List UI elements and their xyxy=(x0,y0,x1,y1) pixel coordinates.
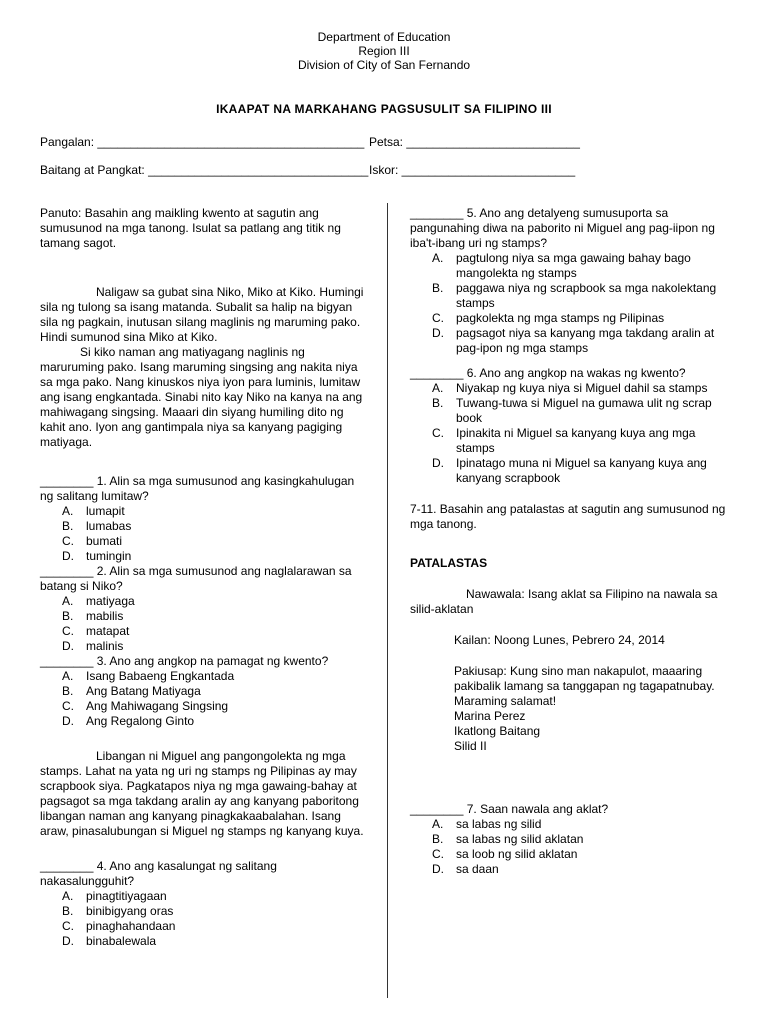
choice-item[interactable]: D. sa daan xyxy=(432,862,499,876)
choice-item[interactable]: B. mabilis xyxy=(62,609,124,623)
when-label: Kailan: xyxy=(454,633,491,647)
question-3-choices xyxy=(40,669,366,729)
question-1: ________ 1. Alin sa mga sumusunod ang kasingkahulugan ng salitang lumitaw? xyxy=(40,474,355,503)
column-divider xyxy=(387,203,388,998)
question-6: ________ 6. Ano ang angkop na wakas ng kwento? xyxy=(410,366,686,380)
department-name: Department of Education xyxy=(317,30,451,44)
choice-item[interactable]: C. Ang Mahiwagang Singsing xyxy=(62,699,229,713)
question-6-choices xyxy=(410,381,736,486)
when-value: Noong Lunes, Pebrero 24, 2014 xyxy=(494,633,665,647)
lost-notice: Nawawala: Isang aklat sa Filipino na nawala sa silid-aklatan xyxy=(410,587,718,616)
request-text: Pakiusap: Kung sino man nakapulot, maaaring pakibalik lamang sa tanggapan ng tagapatnubay. xyxy=(454,664,715,693)
choice-item[interactable]: D. Ipinatago muna ni Miguel sa kanyang kuya ang kanyang scrapbook xyxy=(432,456,707,485)
grade-section-field[interactable]: Baitang at Pangkat: _________________________________ xyxy=(40,163,369,177)
choice-item[interactable]: B. paggawa niya ng scrapbook sa mga nakolektang stamps xyxy=(432,281,717,310)
score-field[interactable]: Iskor: __________________________ xyxy=(369,163,576,177)
question-7-choices xyxy=(410,817,736,877)
choice-item[interactable]: D. tumingin xyxy=(62,549,132,563)
story1-paragraph2: Si kiko naman ang matiyagang naglinis ng maruruming pako. Isang maruming singsing ang nakita niya sa mga pako. Nang kinuskos niya iyon para luminis, lumitaw ang isang engkantada. Sinabi nito kay Niko na kanya na ang mahiwagang singsing. Maaari din siyang humiling dito ng kahit ano. Iyon ang gantimpala niya sa kanyang pagiging matiyaga. xyxy=(40,345,363,449)
choice-item[interactable]: B. binibigyang oras xyxy=(62,904,174,918)
question-4-choices xyxy=(40,889,366,949)
question-1-choices xyxy=(40,504,366,564)
choice-item[interactable]: A. Niyakap ng kuya niya si Miguel dahil sa stamps xyxy=(432,381,708,395)
choice-item[interactable]: C. sa loob ng silid aklatan xyxy=(432,847,578,861)
choice-item[interactable]: D. pagsagot niya sa kanyang mga takdang aralin at pag-ipon ng mga stamps xyxy=(432,326,715,355)
choice-item[interactable]: C. pagkolekta ng mga stamps ng Pilipinas xyxy=(432,311,665,325)
choice-item[interactable]: A. pagtulong niya sa mga gawaing bahay bago mangolekta ng stamps xyxy=(432,251,691,280)
instructions: Panuto: Basahin ang maikling kwento at sagutin ang sumusunod na mga tanong. Isulat sa patlang ang titik ng tamang sagot. xyxy=(40,206,341,250)
question-7: ________ 7. Saan nawala ang aklat? xyxy=(410,802,609,816)
story2-paragraph: Libangan ni Miguel ang pangongolekta ng mga stamps. Lahat na yata ng uri ng stamps ng Pilipinas ay may scrapbook siya. Pagkatapos niya ng mga gawaing-bahay at pagsagot sa mga takdang aralin ay ang kanyang paboritong libangan naman ang kanyang pinagkakaabalahan. Isang araw, pinasalubungan si Miguel ng stamps ng kanyang kuya. xyxy=(40,749,364,838)
left-column xyxy=(40,206,366,949)
question-2-choices xyxy=(40,594,366,654)
question-2: ________ 2. Alin sa mga sumusunod ang naglalarawan sa batang si Niko? xyxy=(40,564,352,593)
question-5-choices xyxy=(410,251,736,356)
instructions-7-11: 7-11. Basahin ang patalastas at sagutin ang sumusunod ng mga tanong. xyxy=(410,502,726,531)
choice-item[interactable]: B. Tuwang-tuwa si Miguel na gumawa ulit ng scrap book xyxy=(432,396,712,425)
region-name: Region III xyxy=(358,44,410,58)
question-5: ________ 5. Ano ang detalyeng sumusuporta sa pangunahing diwa na paborito ni Miguel ang pag-iipon ng iba't-ibang uri ng stamps? xyxy=(410,206,715,250)
signatory-name: Marina Perez xyxy=(454,709,526,723)
choice-item[interactable]: B. lumabas xyxy=(62,519,132,533)
choice-item[interactable]: C. matapat xyxy=(62,624,130,638)
choice-item[interactable]: C. pinaghahandaan xyxy=(62,919,176,933)
when-row xyxy=(410,633,736,648)
signatory-grade: Ikatlong Baitang xyxy=(454,724,541,738)
choice-item[interactable]: A. pinagtitiyagaan xyxy=(62,889,167,903)
exam-title: IKAAPAT NA MARKAHANG PAGSUSULIT SA FILIPINO III xyxy=(216,102,552,116)
choice-item[interactable]: A. matiyaga xyxy=(62,594,135,608)
request-block xyxy=(410,664,736,754)
choice-item[interactable]: D. malinis xyxy=(62,639,124,653)
question-4: ________ 4. Ano ang kasalungat ng salitang nakasalungguhit? xyxy=(40,859,277,888)
patalastas-heading: PATALASTAS xyxy=(410,556,488,570)
choice-item[interactable]: D. binabalewala xyxy=(62,934,157,948)
right-column xyxy=(410,206,736,877)
question-3: ________ 3. Ano ang angkop na pamagat ng kwento? xyxy=(40,654,329,668)
division-name: Division of City of San Fernando xyxy=(297,58,471,72)
choice-item[interactable]: C. bumati xyxy=(62,534,123,548)
document-header xyxy=(0,30,768,72)
choice-item[interactable]: B. Ang Batang Matiyaga xyxy=(62,684,201,698)
choice-item[interactable]: A. lumapit xyxy=(62,504,125,518)
thanks-text: Maraming salamat! xyxy=(454,694,557,708)
choice-item[interactable]: A. Isang Babaeng Engkantada xyxy=(62,669,235,683)
signatory-room: Silid II xyxy=(454,739,487,753)
story1-paragraph1: Naligaw sa gubat sina Niko, Miko at Kiko. Humingi sila ng tulong sa isang matanda. Subalit sa halip na bigyan sila ng pagkain, inutusan silang maglinis ng maruming pako. Hindi sumunod sina Miko at Kiko. xyxy=(40,285,364,344)
choice-item[interactable]: B. sa labas ng silid aklatan xyxy=(432,832,584,846)
choice-item[interactable]: A. sa labas ng silid xyxy=(432,817,542,831)
choice-item[interactable]: C. Ipinakita ni Miguel sa kanyang kuya ang mga stamps xyxy=(432,426,696,455)
choice-item[interactable]: D. Ang Regalong Ginto xyxy=(62,714,195,728)
name-field[interactable]: Pangalan: ________________________________________ xyxy=(40,135,365,149)
date-field[interactable]: Petsa: __________________________ xyxy=(369,135,580,149)
